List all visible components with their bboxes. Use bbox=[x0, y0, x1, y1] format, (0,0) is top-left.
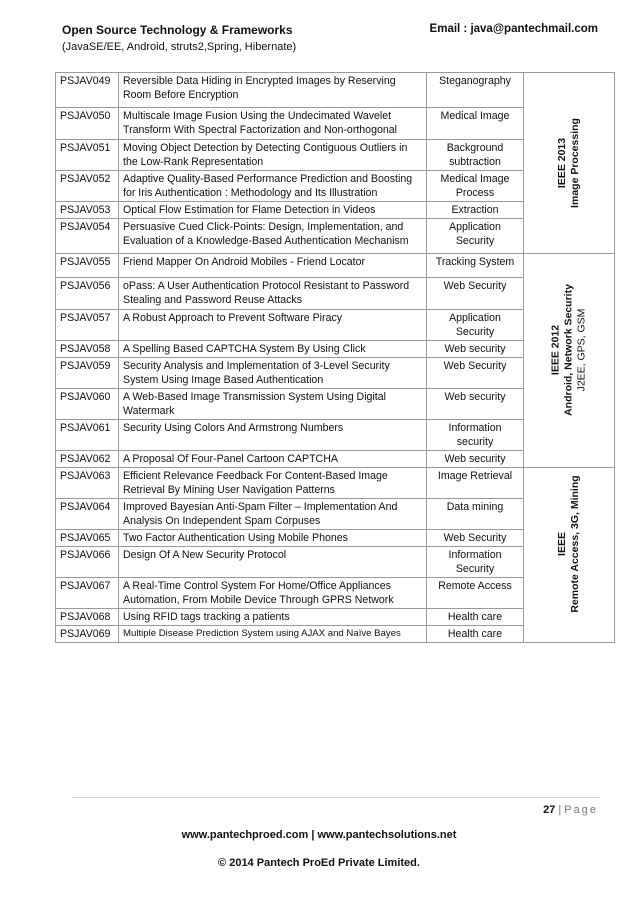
table-row bbox=[56, 254, 615, 278]
project-title: Design Of A New Security Protocol bbox=[119, 547, 427, 578]
footer-websites: www.pantechproed.com | www.pantechsolutions.net bbox=[181, 829, 457, 841]
page-number-value: 27 bbox=[543, 804, 556, 816]
project-domain: Tracking System bbox=[427, 254, 524, 278]
project-id: PSJAV061 bbox=[56, 420, 119, 451]
project-title: Multiple Disease Prediction System using AJAX and Naïve Bayes bbox=[119, 626, 427, 643]
header-email: Email : java@pantechmail.com bbox=[429, 23, 598, 35]
project-domain: Health care bbox=[427, 626, 524, 643]
project-domain: Web Security bbox=[427, 358, 524, 389]
project-title: Persuasive Cued Click-Points: Design, Implementation, and Evaluation of a Knowledge-Based Authentication Mechanism bbox=[119, 219, 427, 254]
project-table bbox=[55, 72, 615, 643]
project-title: Two Factor Authentication Using Mobile Phones bbox=[119, 530, 427, 547]
project-domain: Background subtraction bbox=[427, 140, 524, 171]
project-title: Adaptive Quality-Based Performance Prediction and Boosting for Iris Authentication : Methodology and Its Illustration bbox=[119, 171, 427, 202]
project-title: oPass: A User Authentication Protocol Resistant to Password Stealing and Password Reuse Attacks bbox=[119, 278, 427, 310]
project-id: PSJAV057 bbox=[56, 310, 119, 341]
project-id: PSJAV056 bbox=[56, 278, 119, 310]
project-id: PSJAV065 bbox=[56, 530, 119, 547]
page-number bbox=[543, 804, 598, 816]
project-title: A Spelling Based CAPTCHA System By Using Click bbox=[119, 341, 427, 358]
project-domain: Extraction bbox=[427, 202, 524, 219]
project-id: PSJAV053 bbox=[56, 202, 119, 219]
project-id: PSJAV063 bbox=[56, 468, 119, 499]
project-id: PSJAV050 bbox=[56, 108, 119, 140]
project-domain: Web Security bbox=[427, 530, 524, 547]
project-domain: Web security bbox=[427, 389, 524, 420]
project-title: Security Analysis and Implementation of 3-Level Security System Using Image Based Authentication bbox=[119, 358, 427, 389]
project-domain: Medical Image Process bbox=[427, 171, 524, 202]
footer-divider bbox=[72, 797, 600, 798]
project-id: PSJAV054 bbox=[56, 219, 119, 254]
page-label: Page bbox=[564, 804, 598, 816]
project-domain: Health care bbox=[427, 609, 524, 626]
project-title: Friend Mapper On Android Mobiles - Friend Locator bbox=[119, 254, 427, 278]
project-id: PSJAV067 bbox=[56, 578, 119, 609]
project-domain: Web security bbox=[427, 341, 524, 358]
project-id: PSJAV049 bbox=[56, 73, 119, 108]
group-label-image-processing: IEEE 2013 Image Processing bbox=[556, 118, 581, 208]
group-cell-remote-access bbox=[524, 468, 615, 643]
project-domain: Application Security bbox=[427, 310, 524, 341]
project-domain: Steganography bbox=[427, 73, 524, 108]
project-title: Moving Object Detection by Detecting Contiguous Outliers in the Low-Rank Representation bbox=[119, 140, 427, 171]
project-id: PSJAV055 bbox=[56, 254, 119, 278]
project-title: A Proposal Of Four-Panel Cartoon CAPTCHA bbox=[119, 451, 427, 468]
project-domain: Remote Access bbox=[427, 578, 524, 609]
project-id: PSJAV051 bbox=[56, 140, 119, 171]
project-domain: Medical Image bbox=[427, 108, 524, 140]
project-id: PSJAV059 bbox=[56, 358, 119, 389]
project-title: Security Using Colors And Armstrong Numbers bbox=[119, 420, 427, 451]
project-title: A Web-Based Image Transmission System Using Digital Watermark bbox=[119, 389, 427, 420]
project-title: Multiscale Image Fusion Using the Undecimated Wavelet Transform With Spectral Factorization and Non-orthogonal bbox=[119, 108, 427, 140]
page-number-separator: | bbox=[558, 804, 562, 816]
project-title: Using RFID tags tracking a patients bbox=[119, 609, 427, 626]
project-id: PSJAV066 bbox=[56, 547, 119, 578]
project-id: PSJAV060 bbox=[56, 389, 119, 420]
project-title: A Real-Time Control System For Home/Office Appliances Automation, From Mobile Device Through GPRS Network bbox=[119, 578, 427, 609]
group-cell-image-processing bbox=[524, 73, 615, 254]
header-title: Open Source Technology & Frameworks bbox=[62, 23, 293, 37]
table-row bbox=[56, 73, 615, 108]
project-title: Efficient Relevance Feedback For Content-Based Image Retrieval By Mining User Navigation Patterns bbox=[119, 468, 427, 499]
project-domain: Application Security bbox=[427, 219, 524, 254]
project-id: PSJAV064 bbox=[56, 499, 119, 530]
footer-copyright: © 2014 Pantech ProEd Private Limited. bbox=[218, 857, 420, 869]
project-domain: Information security bbox=[427, 420, 524, 451]
project-title: Optical Flow Estimation for Flame Detection in Videos bbox=[119, 202, 427, 219]
project-id: PSJAV058 bbox=[56, 341, 119, 358]
group-label-network-security: IEEE 2012 Android, Network Security J2EE, GPS, GSM bbox=[549, 284, 588, 416]
project-domain: Information Security bbox=[427, 547, 524, 578]
project-title: Reversible Data Hiding in Encrypted Images by Reserving Room Before Encryption bbox=[119, 73, 427, 108]
group-label-remote-access: IEEE Remote Access, 3G, Mining bbox=[556, 475, 581, 613]
project-id: PSJAV062 bbox=[56, 451, 119, 468]
project-title: Improved Bayesian Anti-Spam Filter – Implementation And Analysis On Independent Spam Corpuses bbox=[119, 499, 427, 530]
project-id: PSJAV052 bbox=[56, 171, 119, 202]
project-domain: Web Security bbox=[427, 278, 524, 310]
table-row bbox=[56, 468, 615, 499]
project-id: PSJAV068 bbox=[56, 609, 119, 626]
header-subtitle: (JavaSE/EE, Android, struts2,Spring, Hibernate) bbox=[62, 41, 297, 53]
project-domain: Web security bbox=[427, 451, 524, 468]
group-cell-network-security bbox=[524, 254, 615, 468]
project-id: PSJAV069 bbox=[56, 626, 119, 643]
project-title: A Robust Approach to Prevent Software Piracy bbox=[119, 310, 427, 341]
project-domain: Image Retrieval bbox=[427, 468, 524, 499]
project-domain: Data mining bbox=[427, 499, 524, 530]
